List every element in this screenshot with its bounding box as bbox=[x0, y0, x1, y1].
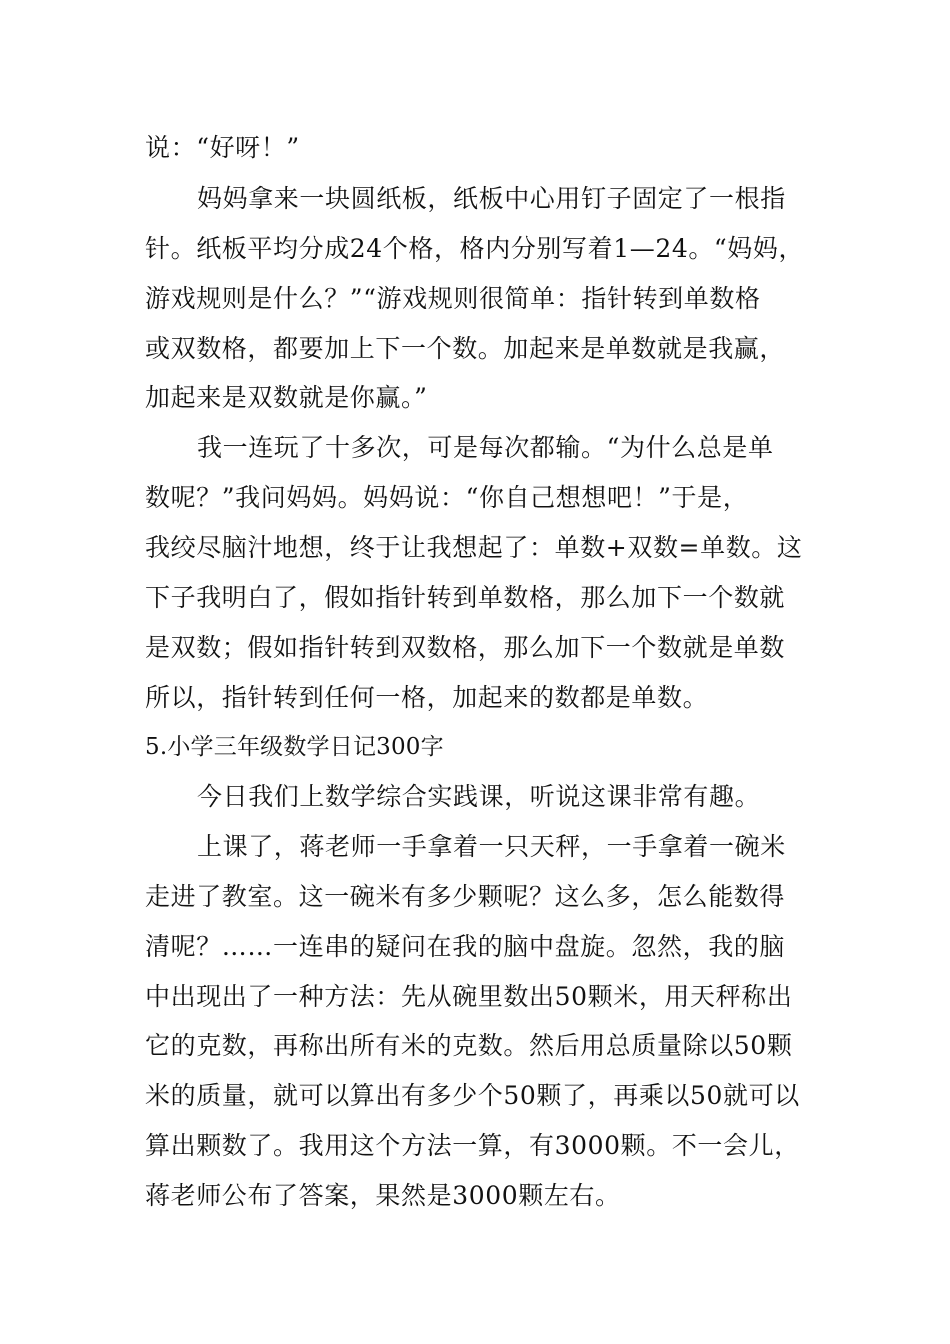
text-line: 它的克数，再称出所有米的克数。然后用总质量除以50颗 bbox=[145, 1031, 793, 1060]
text-line: 说：“好呀！” bbox=[145, 133, 300, 162]
section-heading: 5.小学三年级数学日记300字 bbox=[145, 734, 444, 760]
text-line: 上课了，蒋老师一手拿着一只天秤，一手拿着一碗米 bbox=[197, 832, 786, 861]
text-line: 或双数格，都要加上下一个数。加起来是单数就是我赢， bbox=[145, 334, 786, 363]
text-line: 下子我明白了，假如指针转到单数格，那么加下一个数就 bbox=[145, 583, 786, 612]
text-line: 算出颗数了。我用这个方法一算，有3000颗。不一会儿， bbox=[145, 1131, 800, 1160]
text-line: 加起来是双数就是你赢。” bbox=[145, 383, 428, 412]
text-line: 针。纸板平均分成24个格，格内分别写着1—24。“妈妈， bbox=[145, 234, 805, 263]
text-line: 蒋老师公布了答案，果然是3000颗左右。 bbox=[145, 1181, 621, 1210]
text-line: 数呢？”我问妈妈。妈妈说：“你自己想想吧！”于是， bbox=[145, 483, 749, 512]
text-line: 我一连玩了十多次，可是每次都输。“为什么总是单 bbox=[197, 433, 774, 462]
text-line: 走进了教室。这一碗米有多少颗呢？这么多，怎么能数得 bbox=[145, 882, 786, 911]
text-line: 清呢？……一连串的疑问在我的脑中盘旋。忽然，我的脑 bbox=[145, 932, 786, 961]
text-line: 所以，指针转到任何一格，加起来的数都是单数。 bbox=[145, 683, 709, 712]
text-line: 我绞尽脑汁地想，终于让我想起了：单数+双数=单数。这 bbox=[145, 533, 803, 562]
text-line: 今日我们上数学综合实践课，听说这课非常有趣。 bbox=[197, 782, 761, 811]
text-line: 游戏规则是什么？”“游戏规则很简单：指针转到单数格 bbox=[145, 284, 761, 313]
text-line: 中出现出了一种方法：先从碗里数出50颗米，用天秤称出 bbox=[145, 982, 793, 1011]
text-line: 米的质量，就可以算出有多少个50颗了，再乘以50就可以 bbox=[145, 1081, 800, 1110]
text-line: 是双数；假如指针转到双数格，那么加下一个数就是单数 bbox=[145, 633, 786, 662]
text-line: 妈妈拿来一块圆纸板，纸板中心用钉子固定了一根指 bbox=[197, 184, 786, 213]
